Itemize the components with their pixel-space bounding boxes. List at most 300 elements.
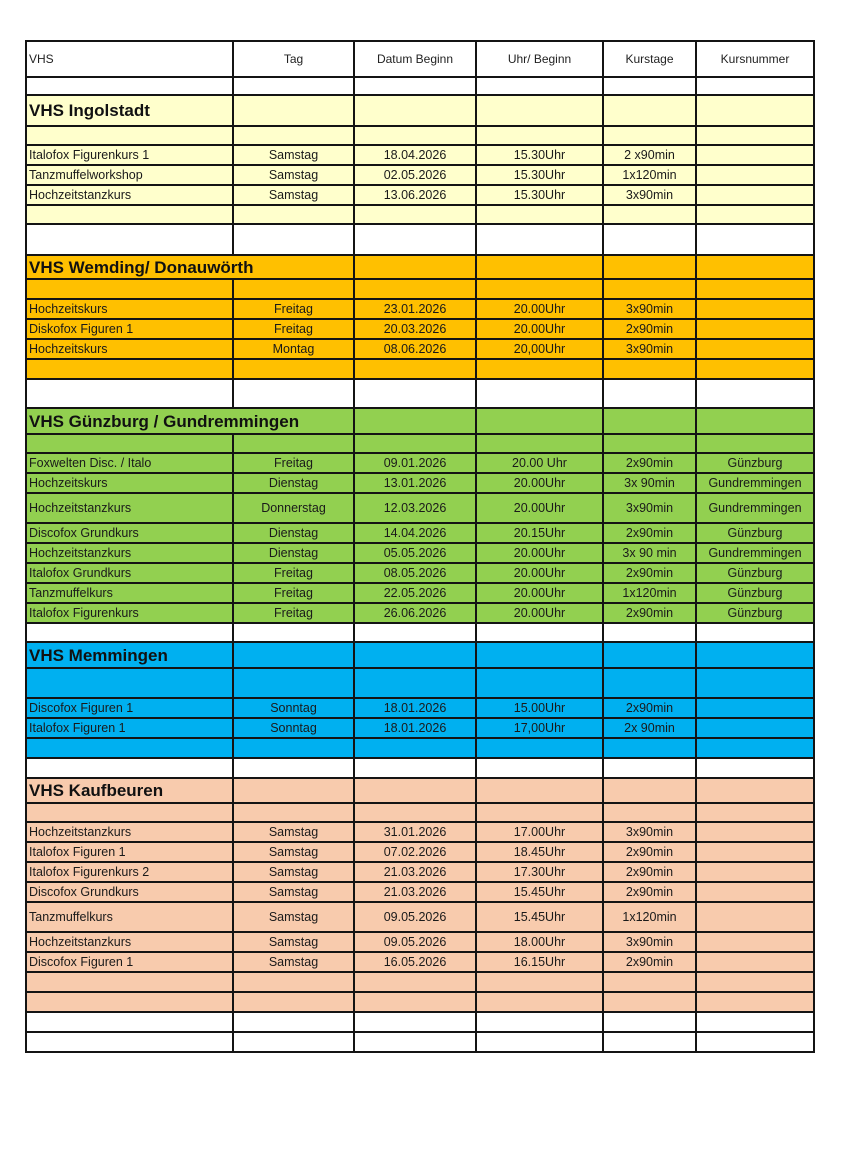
course-number: [696, 822, 814, 842]
empty-cell: [233, 1032, 354, 1052]
course-time: 20.00Uhr: [476, 563, 603, 583]
course-name: Discofox Grundkurs: [26, 882, 233, 902]
empty-cell: [26, 1012, 233, 1032]
empty-cell: [354, 972, 476, 992]
course-day: Samstag: [233, 952, 354, 972]
course-row: [26, 902, 814, 932]
empty-cell: [26, 992, 233, 1012]
empty-cell: [603, 972, 696, 992]
course-name: Hochzeitskurs: [26, 473, 233, 493]
empty-cell: [354, 642, 476, 668]
header-tag: Tag: [233, 41, 354, 77]
header-kurstage: Kurstage: [603, 41, 696, 77]
empty-cell: [26, 379, 233, 408]
empty-cell: [476, 205, 603, 224]
course-name: Hochzeitskurs: [26, 339, 233, 359]
empty-cell: [696, 623, 814, 642]
course-row: [26, 185, 814, 205]
course-name: Italofox Figurenkurs 2: [26, 862, 233, 882]
empty-cell: [354, 623, 476, 642]
course-name: Hochzeitskurs: [26, 299, 233, 319]
course-name: Italofox Figuren 1: [26, 842, 233, 862]
course-time: 16.15Uhr: [476, 952, 603, 972]
course-time: 15.45Uhr: [476, 882, 603, 902]
course-sessions: 3x90min: [603, 185, 696, 205]
course-row: [26, 523, 814, 543]
empty-cell: [603, 778, 696, 803]
empty-row: [26, 972, 814, 992]
course-sessions: 3x90min: [603, 339, 696, 359]
empty-cell: [696, 1012, 814, 1032]
course-time: 18.45Uhr: [476, 842, 603, 862]
course-number: Günzburg: [696, 563, 814, 583]
course-number: Günzburg: [696, 603, 814, 623]
course-day: Samstag: [233, 145, 354, 165]
course-row: [26, 583, 814, 603]
section-title-row: [26, 778, 814, 803]
empty-cell: [354, 1032, 476, 1052]
course-sessions: 3x90min: [603, 822, 696, 842]
empty-cell: [696, 77, 814, 95]
empty-cell: [233, 803, 354, 822]
course-day: Sonntag: [233, 718, 354, 738]
section-title: VHS Günzburg / Gundremmingen: [26, 408, 354, 434]
course-number: [696, 718, 814, 738]
course-number: [696, 842, 814, 862]
course-sessions: 2x90min: [603, 862, 696, 882]
course-number: [696, 185, 814, 205]
course-day: Samstag: [233, 862, 354, 882]
spacer-row: [26, 758, 814, 778]
empty-cell: [476, 803, 603, 822]
course-time: 20.15Uhr: [476, 523, 603, 543]
course-date: 22.05.2026: [354, 583, 476, 603]
course-time: 15.00Uhr: [476, 698, 603, 718]
course-day: Freitag: [233, 603, 354, 623]
course-time: 20,00Uhr: [476, 339, 603, 359]
empty-cell: [696, 279, 814, 299]
empty-cell: [603, 1032, 696, 1052]
empty-cell: [26, 224, 233, 255]
course-row: [26, 932, 814, 952]
course-sessions: 2x90min: [603, 523, 696, 543]
course-sessions: 1x120min: [603, 902, 696, 932]
empty-cell: [26, 126, 233, 145]
course-row: [26, 339, 814, 359]
empty-row: [26, 359, 814, 379]
section-title: VHS Ingolstadt: [26, 95, 233, 126]
empty-cell: [696, 224, 814, 255]
course-sessions: 1x120min: [603, 165, 696, 185]
empty-cell: [696, 408, 814, 434]
section-title: VHS Memmingen: [26, 642, 233, 668]
empty-cell: [603, 738, 696, 758]
course-row: [26, 952, 814, 972]
empty-cell: [26, 623, 233, 642]
course-sessions: 2x90min: [603, 882, 696, 902]
course-name: Hochzeitstanzkurs: [26, 185, 233, 205]
course-row: [26, 882, 814, 902]
course-number: Gundremmingen: [696, 493, 814, 523]
course-name: Italofox Figurenkurs 1: [26, 145, 233, 165]
course-name: Diskofox Figuren 1: [26, 319, 233, 339]
empty-cell: [476, 1032, 603, 1052]
empty-cell: [476, 408, 603, 434]
empty-cell: [603, 434, 696, 453]
empty-cell: [603, 205, 696, 224]
empty-cell: [26, 1032, 233, 1052]
section-title-row: [26, 255, 814, 279]
empty-cell: [696, 205, 814, 224]
empty-cell: [696, 803, 814, 822]
empty-cell: [26, 803, 233, 822]
course-day: Samstag: [233, 932, 354, 952]
empty-cell: [354, 279, 476, 299]
empty-cell: [696, 379, 814, 408]
course-name: Hochzeitstanzkurs: [26, 543, 233, 563]
empty-cell: [696, 738, 814, 758]
empty-cell: [354, 803, 476, 822]
course-time: 20.00Uhr: [476, 603, 603, 623]
header-row: [26, 41, 814, 77]
empty-cell: [233, 279, 354, 299]
course-row: [26, 862, 814, 882]
empty-cell: [603, 255, 696, 279]
course-name: Discofox Figuren 1: [26, 698, 233, 718]
course-number: [696, 299, 814, 319]
course-number: [696, 932, 814, 952]
empty-cell: [233, 778, 354, 803]
course-date: 12.03.2026: [354, 493, 476, 523]
course-row: [26, 698, 814, 718]
course-row: [26, 473, 814, 493]
course-date: 14.04.2026: [354, 523, 476, 543]
empty-cell: [696, 972, 814, 992]
course-date: 02.05.2026: [354, 165, 476, 185]
empty-cell: [354, 408, 476, 434]
spacer-row: [26, 623, 814, 642]
course-day: Samstag: [233, 165, 354, 185]
course-number: [696, 862, 814, 882]
empty-cell: [603, 623, 696, 642]
empty-cell: [696, 359, 814, 379]
course-date: 18.01.2026: [354, 718, 476, 738]
empty-cell: [696, 642, 814, 668]
empty-cell: [26, 205, 233, 224]
course-number: [696, 698, 814, 718]
empty-cell: [696, 255, 814, 279]
course-date: 13.06.2026: [354, 185, 476, 205]
course-row: [26, 319, 814, 339]
course-date: 21.03.2026: [354, 862, 476, 882]
course-row: [26, 543, 814, 563]
empty-cell: [603, 279, 696, 299]
empty-cell: [233, 224, 354, 255]
empty-cell: [354, 126, 476, 145]
spacer-row: [26, 77, 814, 95]
empty-cell: [696, 992, 814, 1012]
course-name: Italofox Figurenkurs: [26, 603, 233, 623]
empty-cell: [476, 77, 603, 95]
empty-cell: [233, 623, 354, 642]
empty-cell: [26, 77, 233, 95]
empty-cell: [233, 359, 354, 379]
course-day: Dienstag: [233, 523, 354, 543]
empty-cell: [354, 1012, 476, 1032]
course-date: 18.01.2026: [354, 698, 476, 718]
empty-cell: [476, 126, 603, 145]
course-name: Hochzeitstanzkurs: [26, 822, 233, 842]
course-name: Foxwelten Disc. / Italo: [26, 453, 233, 473]
empty-cell: [476, 1012, 603, 1032]
course-sessions: 2x90min: [603, 603, 696, 623]
course-date: 09.05.2026: [354, 932, 476, 952]
course-day: Freitag: [233, 319, 354, 339]
course-sessions: 3x90min: [603, 493, 696, 523]
empty-cell: [26, 434, 233, 453]
course-row: [26, 299, 814, 319]
empty-cell: [354, 992, 476, 1012]
empty-cell: [603, 77, 696, 95]
empty-cell: [354, 359, 476, 379]
empty-cell: [476, 379, 603, 408]
empty-cell: [603, 379, 696, 408]
course-sessions: 2x90min: [603, 952, 696, 972]
empty-cell: [354, 758, 476, 778]
empty-cell: [26, 972, 233, 992]
header-vhs: VHS: [26, 41, 233, 77]
empty-cell: [233, 992, 354, 1012]
course-date: 26.06.2026: [354, 603, 476, 623]
course-sessions: 2 x90min: [603, 145, 696, 165]
empty-cell: [603, 408, 696, 434]
empty-cell: [603, 668, 696, 698]
header-datum-beginn: Datum Beginn: [354, 41, 476, 77]
course-day: Freitag: [233, 453, 354, 473]
empty-cell: [603, 224, 696, 255]
empty-cell: [233, 379, 354, 408]
section-title: VHS Kaufbeuren: [26, 778, 233, 803]
course-time: 17.30Uhr: [476, 862, 603, 882]
course-time: 20.00Uhr: [476, 583, 603, 603]
empty-cell: [696, 668, 814, 698]
empty-row: [26, 205, 814, 224]
empty-cell: [26, 668, 233, 698]
course-number: Günzburg: [696, 453, 814, 473]
empty-cell: [476, 992, 603, 1012]
course-time: 15.30Uhr: [476, 145, 603, 165]
course-number: [696, 145, 814, 165]
course-day: Donnerstag: [233, 493, 354, 523]
course-sessions: 3x 90min: [603, 473, 696, 493]
course-day: Samstag: [233, 842, 354, 862]
empty-cell: [696, 778, 814, 803]
empty-cell: [26, 359, 233, 379]
course-day: Sonntag: [233, 698, 354, 718]
empty-cell: [476, 224, 603, 255]
spacer-row: [26, 1032, 814, 1052]
empty-row: [26, 738, 814, 758]
course-row: [26, 145, 814, 165]
course-date: 08.06.2026: [354, 339, 476, 359]
course-day: Montag: [233, 339, 354, 359]
empty-cell: [233, 738, 354, 758]
course-day: Samstag: [233, 185, 354, 205]
empty-cell: [354, 434, 476, 453]
empty-cell: [696, 434, 814, 453]
course-time: 20.00Uhr: [476, 299, 603, 319]
empty-cell: [233, 77, 354, 95]
course-name: Tanzmuffelworkshop: [26, 165, 233, 185]
empty-cell: [476, 738, 603, 758]
section-title-row: [26, 642, 814, 668]
course-date: 05.05.2026: [354, 543, 476, 563]
course-sessions: 2x90min: [603, 319, 696, 339]
empty-cell: [354, 778, 476, 803]
empty-cell: [603, 992, 696, 1012]
course-time: 20.00Uhr: [476, 319, 603, 339]
spacer-row: [26, 1012, 814, 1032]
empty-cell: [233, 758, 354, 778]
spacer-row: [26, 379, 814, 408]
course-row: [26, 563, 814, 583]
course-row: [26, 822, 814, 842]
course-time: 20.00 Uhr: [476, 453, 603, 473]
empty-cell: [696, 95, 814, 126]
course-date: 31.01.2026: [354, 822, 476, 842]
course-number: Günzburg: [696, 583, 814, 603]
empty-cell: [354, 224, 476, 255]
course-name: Discofox Figuren 1: [26, 952, 233, 972]
course-sessions: 3x90min: [603, 299, 696, 319]
empty-cell: [354, 738, 476, 758]
empty-cell: [354, 95, 476, 126]
empty-cell: [476, 255, 603, 279]
course-date: 07.02.2026: [354, 842, 476, 862]
course-date: 20.03.2026: [354, 319, 476, 339]
course-time: 17,00Uhr: [476, 718, 603, 738]
course-sessions: 1x120min: [603, 583, 696, 603]
empty-cell: [603, 758, 696, 778]
course-number: [696, 952, 814, 972]
empty-cell: [354, 255, 476, 279]
empty-cell: [603, 359, 696, 379]
course-time: 20.00Uhr: [476, 543, 603, 563]
empty-cell: [476, 668, 603, 698]
course-name: Italofox Figuren 1: [26, 718, 233, 738]
empty-cell: [354, 668, 476, 698]
empty-cell: [354, 205, 476, 224]
empty-cell: [603, 642, 696, 668]
course-number: Gundremmingen: [696, 543, 814, 563]
course-date: 23.01.2026: [354, 299, 476, 319]
empty-cell: [476, 623, 603, 642]
course-time: 17.00Uhr: [476, 822, 603, 842]
empty-cell: [603, 95, 696, 126]
empty-cell: [233, 205, 354, 224]
course-date: 21.03.2026: [354, 882, 476, 902]
empty-cell: [476, 279, 603, 299]
course-name: Hochzeitstanzkurs: [26, 493, 233, 523]
course-row: [26, 453, 814, 473]
course-sessions: 2x90min: [603, 698, 696, 718]
course-date: 08.05.2026: [354, 563, 476, 583]
course-date: 09.05.2026: [354, 902, 476, 932]
course-sessions: 2x90min: [603, 453, 696, 473]
course-name: Discofox Grundkurs: [26, 523, 233, 543]
course-number: Gundremmingen: [696, 473, 814, 493]
course-date: 13.01.2026: [354, 473, 476, 493]
course-sessions: 2x90min: [603, 842, 696, 862]
course-row: [26, 493, 814, 523]
empty-cell: [26, 738, 233, 758]
empty-cell: [233, 972, 354, 992]
course-sessions: 3x 90 min: [603, 543, 696, 563]
course-day: Samstag: [233, 882, 354, 902]
empty-cell: [476, 758, 603, 778]
empty-cell: [354, 77, 476, 95]
course-day: Freitag: [233, 563, 354, 583]
empty-row: [26, 668, 814, 698]
empty-cell: [476, 972, 603, 992]
empty-cell: [603, 803, 696, 822]
empty-cell: [354, 379, 476, 408]
spacer-row: [26, 224, 814, 255]
empty-cell: [233, 126, 354, 145]
course-number: [696, 339, 814, 359]
course-row: [26, 842, 814, 862]
header-kursnummer: Kursnummer: [696, 41, 814, 77]
course-name: Tanzmuffelkurs: [26, 583, 233, 603]
course-time: 18.00Uhr: [476, 932, 603, 952]
empty-cell: [696, 1032, 814, 1052]
course-number: [696, 902, 814, 932]
empty-cell: [26, 279, 233, 299]
course-row: [26, 165, 814, 185]
course-time: 15.30Uhr: [476, 165, 603, 185]
course-number: [696, 882, 814, 902]
course-time: 20.00Uhr: [476, 493, 603, 523]
empty-cell: [233, 668, 354, 698]
section-title-row: [26, 408, 814, 434]
empty-cell: [233, 1012, 354, 1032]
course-name: Tanzmuffelkurs: [26, 902, 233, 932]
empty-cell: [476, 434, 603, 453]
course-number: [696, 165, 814, 185]
course-day: Samstag: [233, 822, 354, 842]
course-sessions: 3x90min: [603, 932, 696, 952]
course-name: Italofox Grundkurs: [26, 563, 233, 583]
empty-row: [26, 279, 814, 299]
empty-cell: [233, 95, 354, 126]
course-day: Freitag: [233, 299, 354, 319]
course-time: 15.30Uhr: [476, 185, 603, 205]
empty-cell: [476, 642, 603, 668]
section-title: VHS Wemding/ Donauwörth: [26, 255, 354, 279]
empty-row: [26, 803, 814, 822]
empty-cell: [233, 434, 354, 453]
empty-cell: [26, 758, 233, 778]
course-schedule-table: [25, 40, 815, 1053]
section-title-row: [26, 95, 814, 126]
course-sessions: 2x 90min: [603, 718, 696, 738]
empty-cell: [696, 758, 814, 778]
empty-cell: [476, 95, 603, 126]
course-number: [696, 319, 814, 339]
header-uhr-beginn: Uhr/ Beginn: [476, 41, 603, 77]
course-date: 09.01.2026: [354, 453, 476, 473]
course-day: Samstag: [233, 902, 354, 932]
